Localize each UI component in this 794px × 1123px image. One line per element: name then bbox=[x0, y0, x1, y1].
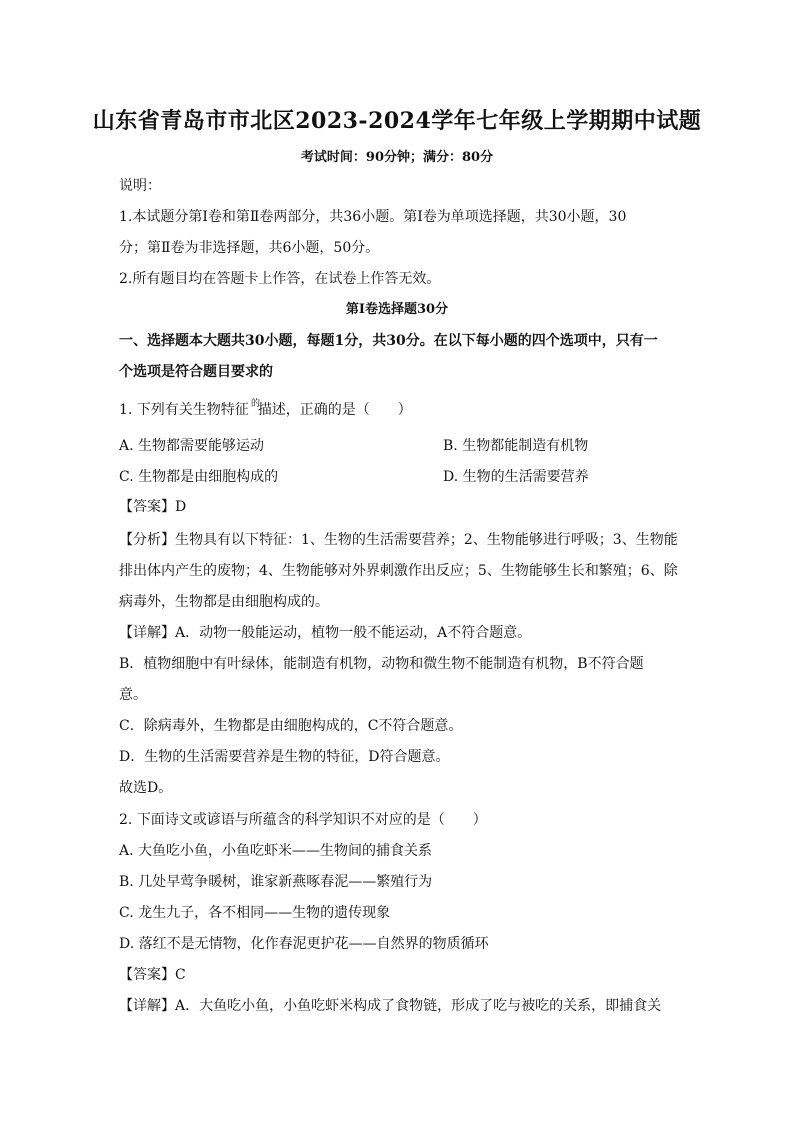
question-1-option-b: B. 生物都能制造有机物 bbox=[443, 438, 589, 454]
question-1-analysis: 病毒外，生物都是由细胞构成的。 bbox=[119, 594, 329, 610]
question-2-option-a: A. 大鱼吃小鱼，小鱼吃虾米——生物间的捕食关系 bbox=[119, 843, 433, 859]
question-1-option-a: A. 生物都需要能够运动 bbox=[119, 438, 265, 454]
exam-info: 考试时间：90分钟；满分：80分 bbox=[300, 150, 494, 165]
question-1-analysis: 排出体内产生的废物；4、生物能够对外界刺激作出反应；5、生物能够生长和繁殖；6、除 bbox=[119, 563, 678, 579]
question-2-option-d: D. 落红不是无情物，化作春泥更护花——自然界的物质循环 bbox=[119, 936, 489, 952]
question-2-stem: 2. 下面诗文或谚语与所蕴含的科学知识不对应的是（ ） bbox=[119, 812, 487, 828]
question-2-answer: 【答案】C bbox=[119, 967, 186, 983]
question-1-analysis: 【分析】生物具有以下特征：1、生物的生活需要营养；2、生物能够进行呼吸；3、生物能 bbox=[119, 532, 678, 548]
section-title: 第Ⅰ卷选择题30分 bbox=[345, 302, 449, 317]
section-description: 一、选择题本大题共30小题，每题1分，共30分。在以下每小题的四个选项中，只有一 bbox=[119, 333, 658, 349]
question-stem-part: 1. 下列有关生物特征 bbox=[119, 402, 249, 418]
question-1-option-c: C. 生物都是由细胞构成的 bbox=[119, 469, 279, 485]
question-1-detail: B．植物细胞中有叶绿体，能制造有机物，动物和微生物不能制造有机物，B不符合题 bbox=[119, 656, 644, 672]
instruction-line: 分；第Ⅱ卷为非选择题，共6小题，50分。 bbox=[119, 240, 380, 256]
question-2-option-b: B. 几处早莺争暖树，谁家新燕啄春泥——繁殖行为 bbox=[119, 874, 433, 890]
question-1-conclusion: 故选D。 bbox=[119, 780, 173, 796]
question-1-detail: D．生物的生活需要营养是生物的特征，D符合题意。 bbox=[119, 749, 450, 765]
section-description: 个选项是符合题目要求的 bbox=[119, 364, 273, 380]
instructions-heading: 说明： bbox=[119, 178, 161, 194]
question-1-option-d: D. 生物的生活需要营养 bbox=[443, 469, 589, 485]
question-2-detail: 【详解】A．大鱼吃小鱼，小鱼吃虾米构成了食物链，形成了吃与被吃的关系，即捕食关 bbox=[119, 998, 662, 1014]
question-1-detail: C．除病毒外，生物都是由细胞构成的，C不符合题意。 bbox=[119, 718, 463, 734]
page-title: 山东省青岛市市北区2023-2024学年七年级上学期期中试题 bbox=[92, 108, 702, 134]
stem-overlay-character: 的 bbox=[251, 399, 261, 409]
question-2-option-c: C. 龙生九子，各不相同——生物的遗传现象 bbox=[119, 905, 391, 921]
question-1-detail: 意。 bbox=[119, 687, 147, 703]
instruction-line: 2.所有题目均在答题卡上作答，在试卷上作答无效。 bbox=[119, 271, 441, 287]
question-1-stem bbox=[119, 401, 412, 419]
question-stem-part: 描述，正确的是（ ） bbox=[257, 402, 412, 418]
question-1-answer: 【答案】D bbox=[119, 499, 187, 515]
question-1-detail: 【详解】A．动物一般能运动，植物一般不能运动，A不符合题意。 bbox=[119, 625, 532, 641]
instruction-line: 1.本试题分第Ⅰ卷和第Ⅱ卷两部分，共36小题。第Ⅰ卷为单项选择题，共30小题，30 bbox=[119, 209, 627, 225]
